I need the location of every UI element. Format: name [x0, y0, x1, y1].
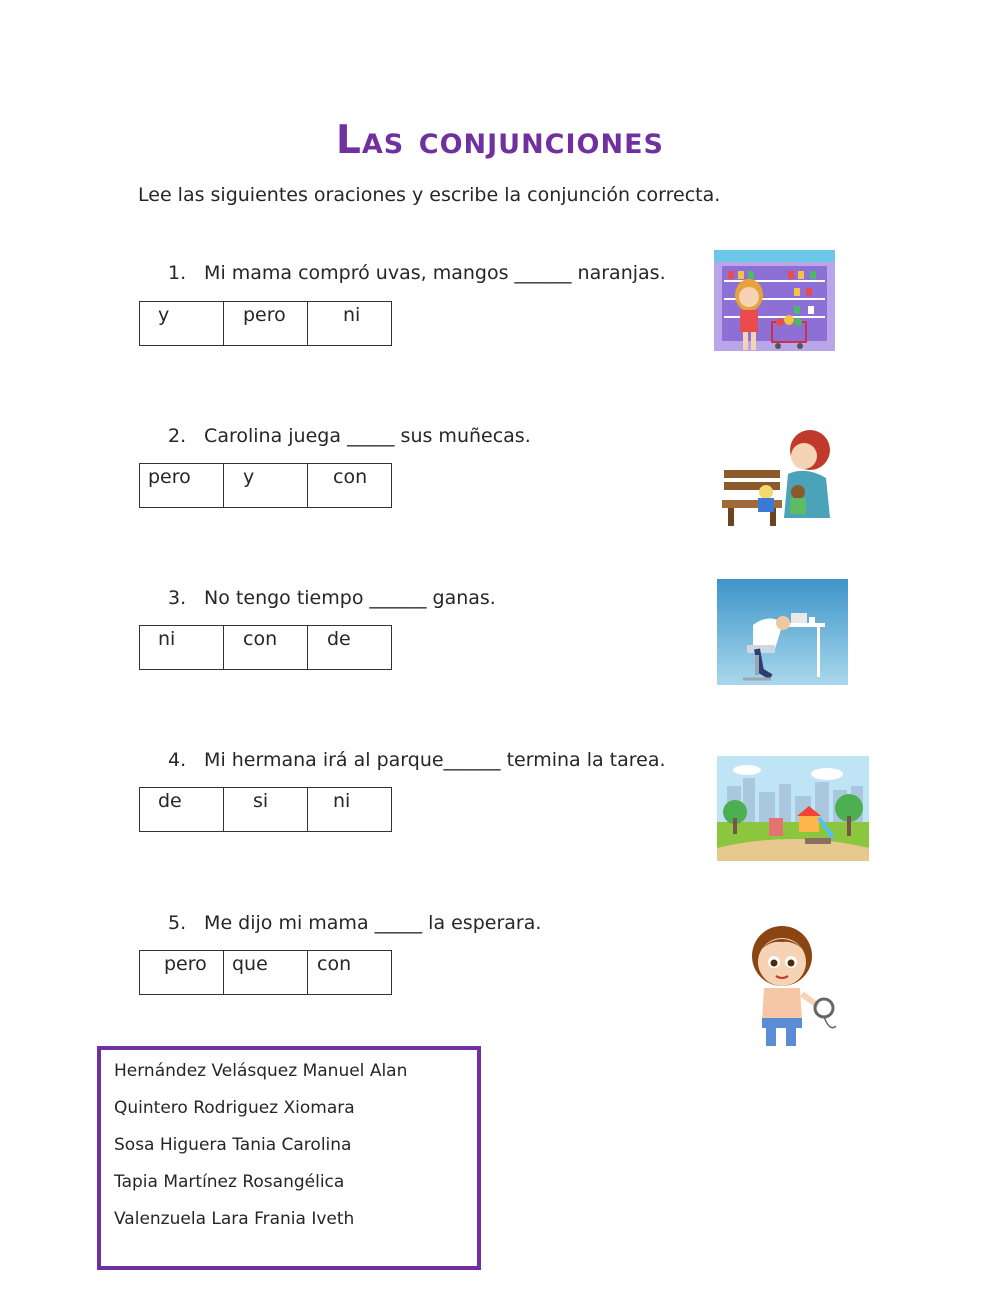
options-table-5 — [139, 950, 392, 995]
student-list — [101, 1050, 477, 1244]
question-number: 2. — [168, 425, 187, 447]
option-cell[interactable] — [308, 951, 392, 995]
question-5 — [168, 912, 541, 934]
option-label: ni — [158, 628, 176, 650]
supermarket-shopping-picture — [714, 250, 835, 351]
option-label: si — [253, 790, 269, 812]
option-label: pero — [243, 304, 286, 326]
option-cell[interactable] — [140, 626, 224, 670]
student-name: Sosa Higuera Tania Carolina — [114, 1135, 352, 1155]
park-playground-picture — [717, 756, 869, 861]
question-number: 3. — [168, 587, 187, 609]
question-number: 5. — [168, 912, 187, 934]
question-2 — [168, 425, 531, 447]
question-4 — [168, 749, 666, 771]
options-table-1 — [139, 301, 392, 346]
question-number: 4. — [168, 749, 187, 771]
student-name: Quintero Rodriguez Xiomara — [114, 1098, 355, 1118]
option-cell[interactable] — [224, 788, 308, 832]
option-label: con — [317, 953, 352, 975]
option-label: ni — [333, 790, 351, 812]
options-table-4 — [139, 787, 392, 832]
option-label: de — [327, 628, 351, 650]
question-sentence: Mi hermana irá al parque______ termina la tarea. — [204, 749, 666, 771]
option-label: ni — [343, 304, 361, 326]
question-number: 1. — [168, 262, 187, 284]
option-cell[interactable] — [308, 464, 392, 508]
student-names-box — [97, 1046, 481, 1270]
question-sentence: Me dijo mi mama _____ la esperara. — [204, 912, 542, 934]
question-sentence: Carolina juega _____ sus muñecas. — [204, 425, 531, 447]
option-cell[interactable] — [224, 464, 308, 508]
student-name: Hernández Velásquez Manuel Alan — [114, 1061, 408, 1081]
options-table-2 — [139, 463, 392, 508]
tired-person-at-desk-picture — [717, 579, 848, 685]
option-cell[interactable] — [308, 788, 392, 832]
option-label: pero — [148, 466, 191, 488]
option-label: con — [243, 628, 278, 650]
option-label: con — [333, 466, 368, 488]
option-label: de — [158, 790, 182, 812]
option-label: que — [232, 953, 268, 975]
question-1 — [168, 262, 666, 284]
option-cell[interactable] — [140, 464, 224, 508]
boy-with-headphones-picture — [744, 922, 844, 1052]
option-cell[interactable] — [308, 302, 392, 346]
option-cell[interactable] — [140, 302, 224, 346]
question-sentence: Mi mama compró uvas, mangos ______ naranjas. — [204, 262, 666, 284]
option-cell[interactable] — [308, 626, 392, 670]
option-cell[interactable] — [224, 302, 308, 346]
question-sentence: No tengo tiempo ______ ganas. — [204, 587, 496, 609]
option-label: y — [158, 304, 170, 326]
option-label: y — [243, 466, 255, 488]
page-title: Las conjunciones — [335, 118, 664, 163]
option-cell[interactable] — [140, 788, 224, 832]
option-cell[interactable] — [140, 951, 224, 995]
option-cell[interactable] — [224, 951, 308, 995]
question-3 — [168, 587, 496, 609]
option-label: pero — [164, 953, 207, 975]
option-cell[interactable] — [224, 626, 308, 670]
instruction-text: Lee las siguientes oraciones y escribe la conjunción correcta. — [138, 184, 721, 206]
student-name: Tapia Martínez Rosangélica — [114, 1172, 345, 1192]
options-table-3 — [139, 625, 392, 670]
girl-with-dolls-picture — [722, 422, 844, 526]
student-name: Valenzuela Lara Frania Iveth — [114, 1209, 355, 1229]
